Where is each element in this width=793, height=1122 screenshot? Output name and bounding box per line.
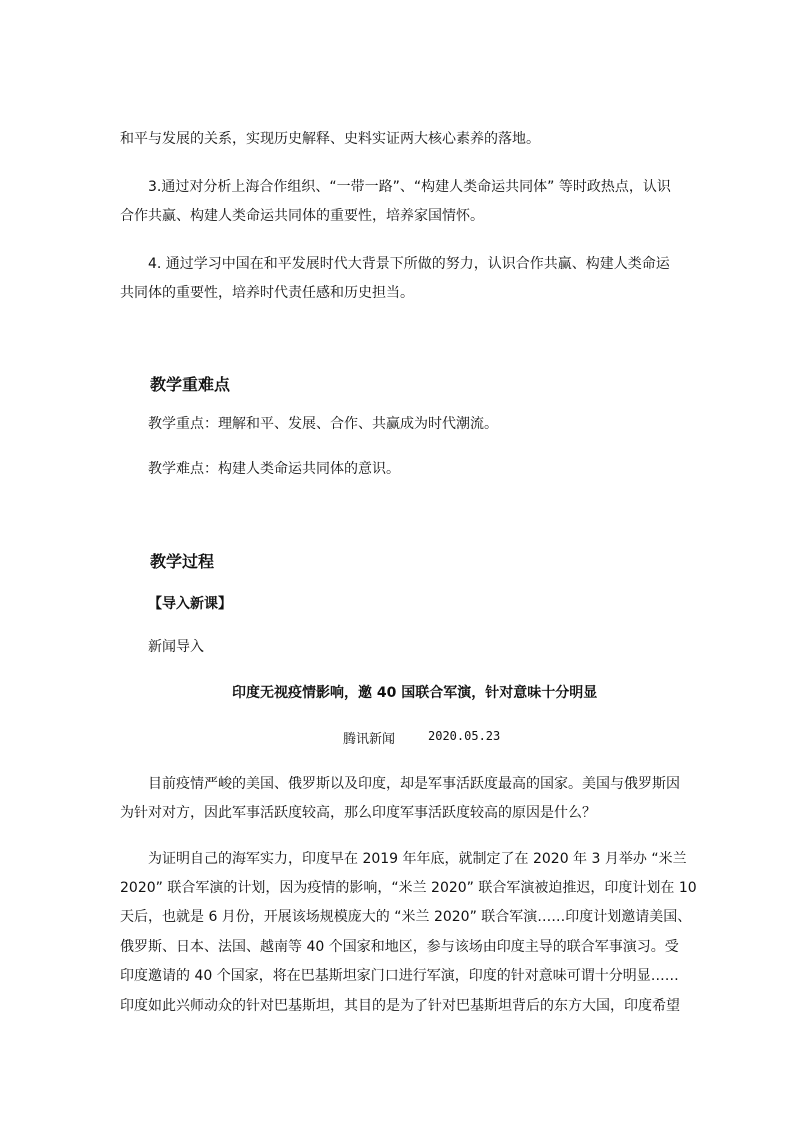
news-paragraph-2-line-3: 天后，也就是 6 月份，开展该场规模庞大的 “米兰 2020” 联合军演……印度计划邀请美国、 xyxy=(120,909,692,925)
paragraph-objective-3-line-1: 3.通过对分析上海合作组织、“一带一路”、“构建人类命运共同体” 等时政热点，认识 xyxy=(148,179,671,195)
paragraph-objective-3-line-2: 合作共赢、构建人类命运共同体的重要性，培养家国情怀。 xyxy=(120,208,484,224)
section-heading-key-points: 教学重难点 xyxy=(150,375,231,394)
paragraph-objective-4-line-1: 4. 通过学习中国在和平发展时代大背景下所做的努力，认识合作共赢、构建人类命运 xyxy=(148,256,670,272)
news-paragraph-2-line-2: 2020” 联合军演的计划，因为疫情的影响，“米兰 2020” 联合军演被迫推迟，印度计划在 10 xyxy=(120,880,697,896)
news-paragraph-2-line-6: 印度如此兴师动众的针对巴基斯坦，其目的是为了针对巴基斯坦背后的东方大国，印度希望 xyxy=(120,998,680,1014)
news-paragraph-1-line-2: 为针对对方，因此军事活跃度较高，那么印度军事活跃度较高的原因是什么？ xyxy=(120,805,596,821)
news-source: 腾讯新闻 xyxy=(343,732,396,747)
news-date: 2020.05.23 xyxy=(428,729,501,743)
news-paragraph-2-line-4: 俄罗斯、日本、法国、越南等 40 个国家和地区，参与该场由印度主导的联合军事演习。受 xyxy=(120,939,679,955)
news-paragraph-1-line-1: 目前疫情严峻的美国、俄罗斯以及印度，却是军事活跃度最高的国家。美国与俄罗斯因 xyxy=(148,776,680,792)
paragraph-objective-2-continued: 和平与发展的关系，实现历史解释、史料实证两大核心素养的落地。 xyxy=(120,131,540,147)
key-point-text: 教学重点：理解和平、发展、合作、共赢成为时代潮流。 xyxy=(148,416,498,432)
news-title: 印度无视疫情影响，邀 40 国联合军演，针对意味十分明显 xyxy=(232,685,598,701)
paragraph-objective-4-line-2: 共同体的重要性，培养时代责任感和历史担当。 xyxy=(120,285,414,301)
news-intro-label: 新闻导入 xyxy=(148,639,204,655)
difficult-point-text: 教学难点：构建人类命运共同体的意识。 xyxy=(148,461,400,477)
news-paragraph-2-line-5: 印度邀请的 40 个国家，将在巴基斯坦家门口进行军演，印度的针对意味可谓十分明显…… xyxy=(120,968,679,984)
subheading-new-lesson: 【导入新课】 xyxy=(148,596,232,612)
section-heading-teaching-process: 教学过程 xyxy=(150,552,215,571)
news-paragraph-2-line-1: 为证明自己的海军实力，印度早在 2019 年年底，就制定了在 2020 年 3 月举办 “米兰 xyxy=(148,851,687,867)
